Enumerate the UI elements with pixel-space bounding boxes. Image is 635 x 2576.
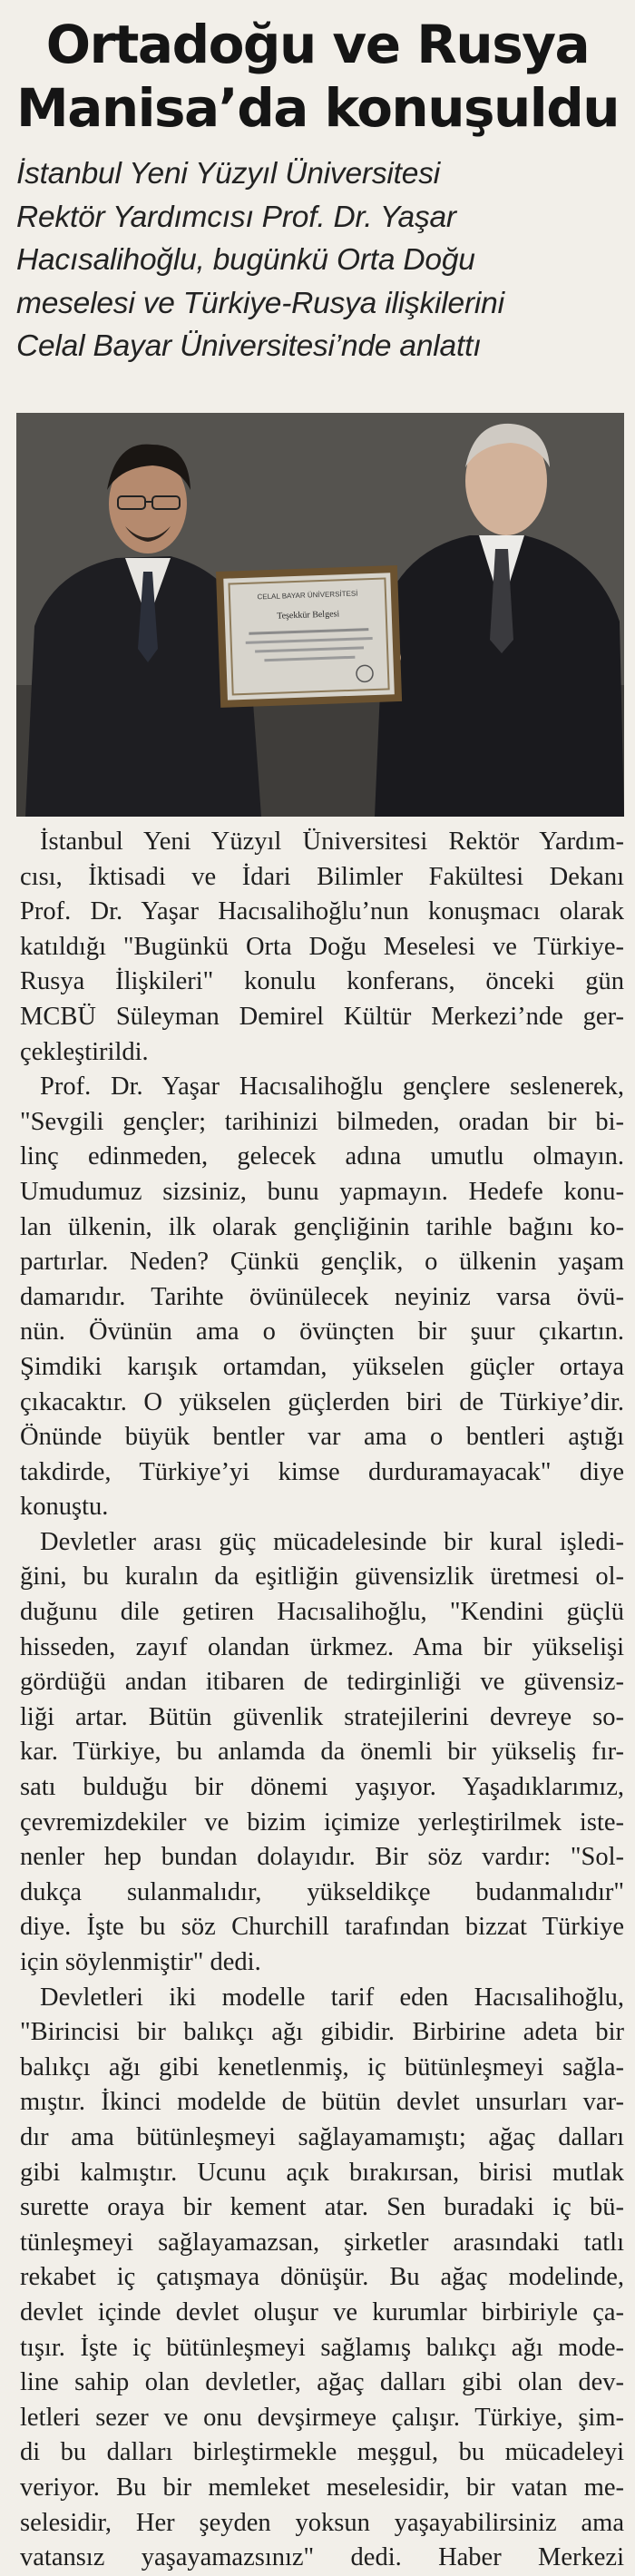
article-paragraph	[20, 825, 624, 1070]
body-line: ğini, bu kuralın da eşitliğin güvensizlik üretmesi ol-	[20, 1562, 624, 1592]
body-line: Şimdiki karışık ortamdan, yükselen güçler ortaya	[20, 1352, 624, 1381]
body-line: İstanbul Yeni Yüzyıl Üniversitesi Rektör Yardım-	[40, 828, 624, 856]
body-line: linç edinmeden, gelecek adına umutlu olmayın.	[20, 1142, 624, 1171]
photo-illustration	[16, 413, 624, 817]
body-line: vatansız yaşayamazsınız" dedi. Haber Merkezi	[20, 2543, 624, 2572]
article-body	[20, 825, 624, 2576]
body-line: satı bulduğu bir dönemi yaşıyor. Yaşadıklarımız,	[20, 1773, 624, 1802]
body-line: veriyor. Bu bir memleket meselesidir, bir vatan me-	[20, 2473, 624, 2502]
deck-line: Rektör Yardımcısı Prof. Dr. Yaşar	[16, 200, 456, 234]
deck-line: Celal Bayar Üniversitesi’nde anlattı	[16, 329, 482, 363]
article-paragraph	[20, 1070, 624, 1525]
body-line: Prof. Dr. Yaşar Hacısalihoğlu gençlere seslenerek,	[40, 1073, 624, 1102]
body-line: Prof. Dr. Yaşar Hacısalihoğlu’nun konuşmacı olarak	[20, 897, 624, 926]
news-photo	[16, 413, 624, 817]
body-line: hisseden, zayıf olandan ürkmez. Ama bir yükselişi	[20, 1632, 624, 1661]
body-line: "Sevgili gençler; tarihinizi bilmeden, oradan bir bi-	[20, 1107, 624, 1136]
body-line: diye. İşte bu söz Churchill tarafından bizzat Türkiye	[20, 1913, 624, 1942]
body-line: devlet içinde devlet oluşur ve kurumlar birbiriyle ça-	[20, 2297, 624, 2326]
body-line: dukça sulanmalıdır, yükseldikçe budanmalıdır"	[20, 1877, 624, 1906]
body-line: damarıdır. Tarihte övünülecek neyiniz varsa övü-	[20, 1282, 624, 1311]
body-line: Rusya İlişkileri" konulu konferans, önceki gün	[20, 967, 624, 996]
deck-line: Hacısalihoğlu, bugünkü Orta Doğu	[16, 243, 475, 277]
body-line: konuştu.	[20, 1493, 109, 1522]
body-line: line sahip olan devletler, ağaç dalları gibi olan dev-	[20, 2368, 624, 2397]
deck-line: İstanbul Yeni Yüzyıl Üniversitesi	[16, 157, 440, 191]
body-line: selesidir, Her şeyden yoksun yaşayabilirsiniz ama	[20, 2508, 624, 2537]
plaque-title: Teşekkür Belgesi	[277, 609, 340, 622]
body-line: tünleşmeyi sağlayamazsan, şirketler arasındaki tatlı	[20, 2228, 624, 2257]
body-line: dır ama bütünleşmeyi sağlayamamıştı; ağaç dalları	[20, 2122, 624, 2151]
body-line: nün. Övünün ama o övünçten bir şuur çıkartın.	[20, 1317, 624, 1347]
body-line: nenler hep bundan dolayıdır. Bir söz vardır: "Sol-	[20, 1843, 624, 1872]
body-line: lan ülkenin, ilk olarak gençliğinin tarihle bağını ko-	[20, 1212, 624, 1241]
deck-line: meselesi ve Türkiye-Rusya ilişkilerini	[16, 286, 504, 320]
body-line: letleri sezer ve onu devşirmeye çalışır. Türkiye, şim-	[20, 2403, 624, 2432]
body-line: katıldığı "Bugünkü Orta Doğu Meselesi ve Türkiye-	[20, 932, 624, 961]
body-line: MCBÜ Süleyman Demirel Kültür Merkezi’nde ger-	[20, 1002, 624, 1031]
body-line: mıştır. İkinci modelde de bütün devlet unsurları var-	[20, 2088, 624, 2117]
body-line: gibi kalmıştır. Ucunu açık bırakırsan, birisi mutlak	[20, 2158, 624, 2187]
body-line: çıkacaktır. O yükselen güçlerden biri de Türkiye’dir.	[20, 1387, 624, 1416]
body-line: surette oraya bir kement atar. Sen buradaki iç bü-	[20, 2193, 624, 2222]
headline	[0, 0, 635, 140]
body-line: duğunu dile getiren Hacısalihoğlu, "Kendini güçlü	[20, 1598, 624, 1627]
body-line: Devletler arası güç mücadelesinde bir kural işledi-	[40, 1527, 624, 1556]
body-line: gördüğü andan itibaren de tedirginliği ve güvensiz-	[20, 1668, 624, 1697]
body-line: di bu dalları birleştirmekle meşgul, bu mücadeleyi	[20, 2438, 624, 2467]
body-line: Umudumuz sizsiniz, bunu yapmayın. Hedefe konu-	[20, 1177, 624, 1206]
headline-line: Ortadoğu ve Rusya	[45, 14, 590, 75]
body-line: için söylenmiştir" dedi.	[20, 1948, 261, 1976]
body-line: Önünde büyük bentler var ama o bentleri aştığı	[20, 1423, 624, 1452]
article-paragraph	[20, 1525, 624, 1981]
headline-line: Manisa’da konuşuldu	[15, 77, 620, 139]
body-line: "Birincisi bir balıkçı ağı gibidir. Birbirine adeta bir	[20, 2018, 624, 2047]
body-line: kar. Türkiye, bu anlamda da önemli bir yükseliş fır-	[20, 1738, 624, 1767]
body-line: balıkçı ağı gibi kenetlenmiş, iç bütünleşmeyi sağla-	[20, 2052, 624, 2081]
deck-subtitle	[0, 152, 635, 368]
article-paragraph	[20, 1981, 624, 2576]
body-line: liği artar. Bütün güvenlik stratejilerini devreye so-	[20, 1702, 624, 1731]
body-line: Devletleri iki modelle tarif eden Hacısalihoğlu,	[40, 1983, 624, 2012]
body-line: çekleştirildi.	[20, 1037, 149, 1066]
body-line: partırlar. Neden? Çünkü gençlik, o ülkenin yaşam	[20, 1248, 624, 1277]
body-line: rekabet iç çatışmaya dönüşür. Bu ağaç modelinde,	[20, 2263, 624, 2292]
body-line: çevremizdekiler ve bizim içimize yerleştirilmek iste-	[20, 1807, 624, 1837]
body-line: tışır. İşte iç bütünleşmeyi sağlamış balıkçı ağı mode-	[20, 2333, 624, 2362]
plaque-header: CELAL BAYAR ÜNİVERSİTESİ	[257, 589, 358, 602]
body-line: cısı, İktisadi ve İdari Bilimler Fakültesi Dekanı	[20, 862, 624, 891]
body-line: takdirde, Türkiye’yi kimse durduramayacak" diye	[20, 1457, 624, 1486]
